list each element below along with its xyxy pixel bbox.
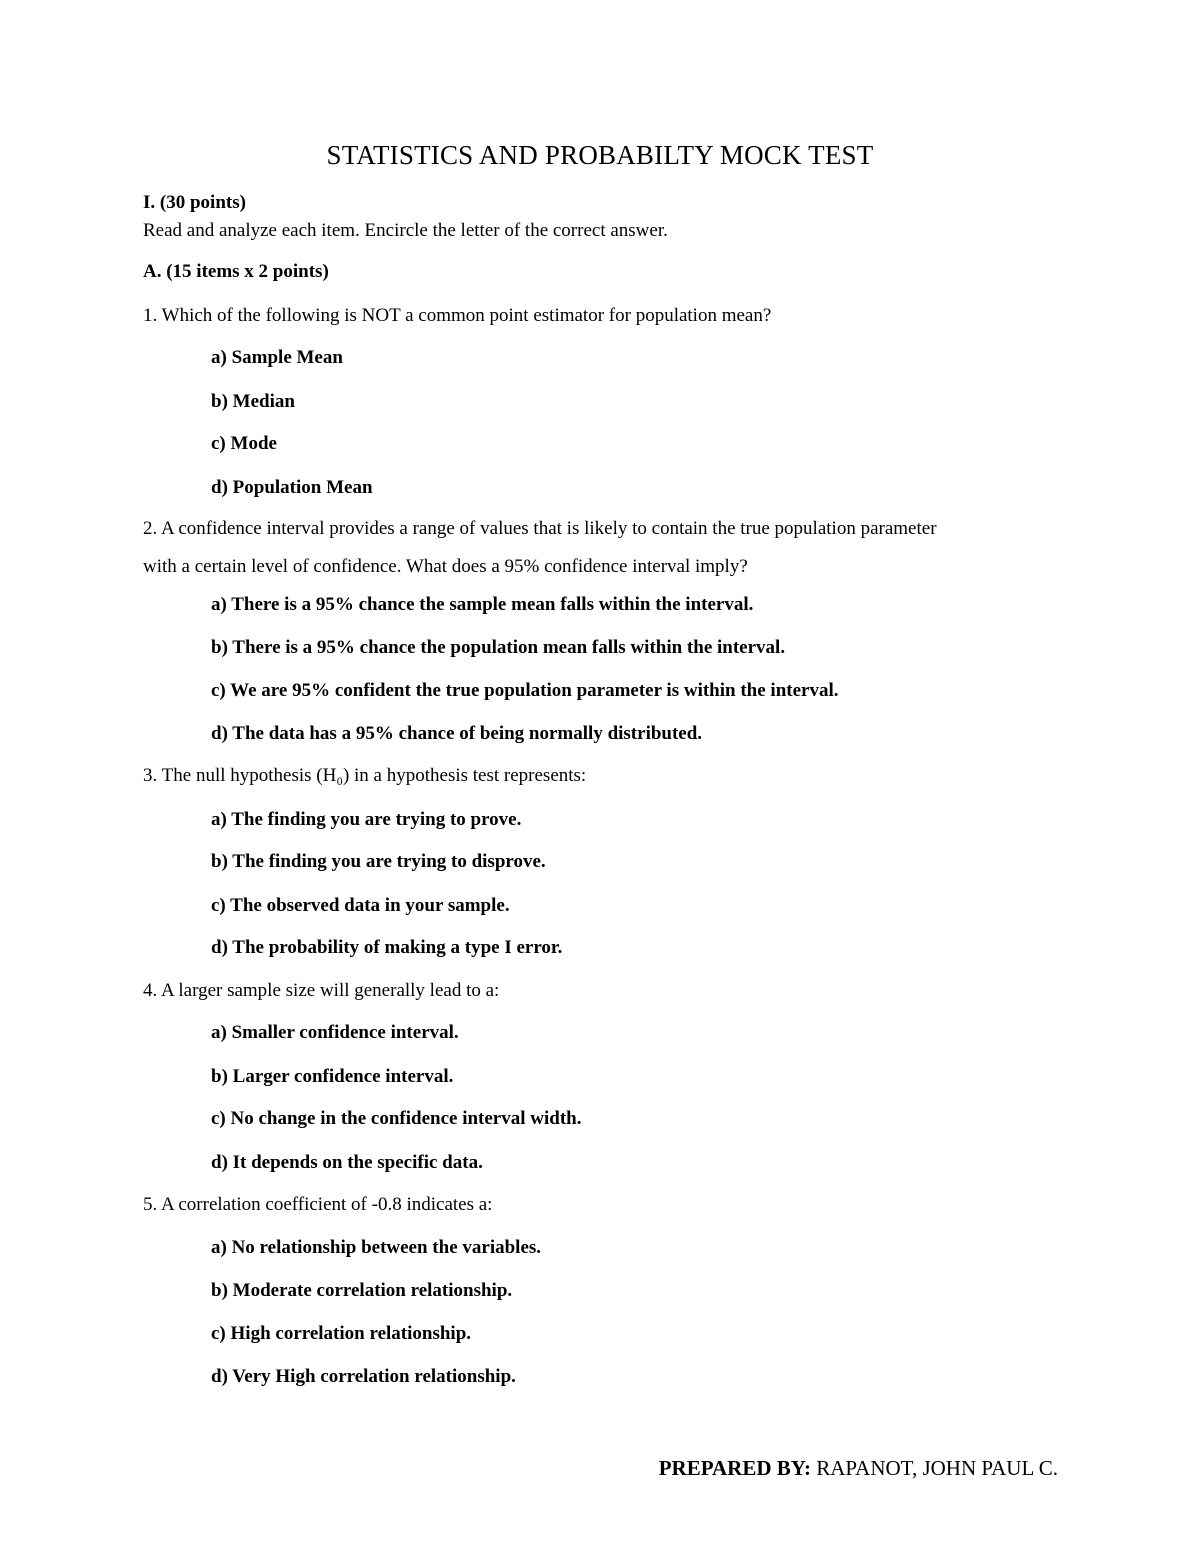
question-1-option-d: d) Population Mean [211,477,373,498]
question-2-option-c: c) We are 95% confident the true population parameter is within the interval. [211,680,839,701]
section-instruction: Read and analyze each item. Encircle the letter of the correct answer. [143,220,668,241]
question-4-option-a: a) Smaller confidence interval. [211,1022,459,1043]
section-heading: I. (30 points) [143,192,246,213]
question-4-option-b: b) Larger confidence interval. [211,1066,454,1087]
question-5-option-a: a) No relationship between the variables. [211,1237,542,1258]
question-2-text-line-2: with a certain level of confidence. What does a 95% confidence interval imply? [143,556,748,577]
prepared-by-name: RAPANOT, JOHN PAUL C. [816,1456,1058,1480]
question-5-option-b: b) Moderate correlation relationship. [211,1280,513,1301]
prepared-by-footer [659,1456,1058,1481]
question-5-option-c: c) High correlation relationship. [211,1323,472,1344]
question-5-text: 5. A correlation coefficient of -0.8 indicates a: [143,1194,493,1215]
part-heading: A. (15 items x 2 points) [143,261,329,282]
question-1-option-b: b) Median [211,391,295,412]
question-1-option-c: c) Mode [211,433,277,454]
question-3-option-d: d) The probability of making a type I error. [211,937,563,958]
question-3-option-b: b) The finding you are trying to disprove. [211,851,546,872]
question-4-text: 4. A larger sample size will generally lead to a: [143,980,500,1001]
question-4-option-d: d) It depends on the specific data. [211,1152,483,1173]
prepared-by-label: PREPARED BY: [658,1456,811,1480]
question-2-option-d: d) The data has a 95% chance of being normally distributed. [211,723,703,744]
page-title: STATISTICS AND PROBABILTY MOCK TEST [326,140,874,170]
question-2-option-a: a) There is a 95% chance the sample mean falls within the interval. [211,594,754,615]
question-2-option-b: b) There is a 95% chance the population mean falls within the interval. [211,637,786,658]
question-3-option-a: a) The finding you are trying to prove. [211,809,522,830]
question-3-option-c: c) The observed data in your sample. [211,895,510,916]
question-3-text: 3. The null hypothesis (H₀) in a hypothesis test represents: [143,765,587,786]
question-5-option-d: d) Very High correlation relationship. [211,1366,516,1387]
question-2-text-line-1: 2. A confidence interval provides a range of values that is likely to contain the true population parameter [143,518,937,539]
question-1-option-a: a) Sample Mean [211,347,343,368]
question-4-option-c: c) No change in the confidence interval width. [211,1108,582,1129]
question-1-text: 1. Which of the following is NOT a common point estimator for population mean? [143,305,772,326]
